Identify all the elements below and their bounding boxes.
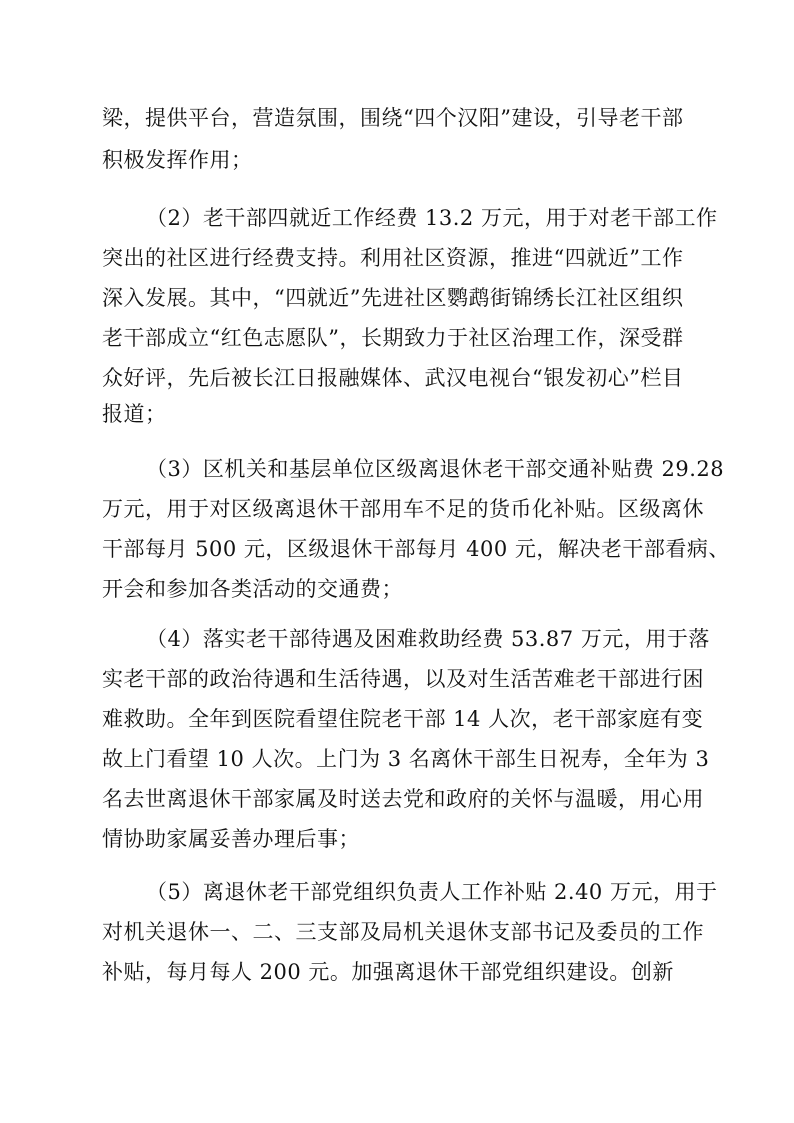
paragraph-2-line-6: 报道； (102, 402, 167, 426)
paragraph-3-line-1: （3）区机关和基层单位区级离退休老干部交通补贴费 29.28 (146, 457, 725, 481)
paragraph-2-line-4: 老干部成立“红色志愿队”，长期致力于社区治理工作，深受群 (102, 326, 684, 350)
paragraph-2-line-2: 突出的社区进行经费支持。利用社区资源，推进“四就近”工作 (102, 246, 684, 270)
paragraph-2-line-3: 深入发展。其中，“四就近”先进社区鹦鹉街锦绣长江社区组织 (102, 286, 684, 310)
paragraph-3-line-3: 干部每月 500 元，区级退休干部每月 400 元，解决老干部看病、 (102, 537, 730, 561)
paragraph-4-line-5: 名去世离退休干部家属及时送去党和政府的关怀与温暖，用心用 (102, 787, 704, 811)
paragraph-1-line-1: 梁，提供平台，营造氛围，围绕“四个汉阳”建设，引导老干部 (102, 106, 684, 130)
paragraph-5-line-3: 补贴，每月每人 200 元。加强离退休干部党组织建设。创新 (102, 960, 674, 984)
paragraph-4-line-2: 实老干部的政治待遇和生活待遇，以及对生活苦难老干部进行困 (102, 667, 704, 691)
paragraph-4-line-3: 难救助。全年到医院看望住院老干部 14 人次，老干部家庭有变 (102, 707, 704, 731)
paragraph-2-line-5: 众好评，先后被长江日报融媒体、武汉电视台“银发初心”栏目 (102, 366, 684, 390)
paragraph-4-line-1: （4）落实老干部待遇及困难救助经费 53.87 万元，用于落 (146, 627, 710, 651)
paragraph-4-line-4: 故上门看望 10 人次。上门为 3 名离休干部生日祝寿，全年为 3 (102, 747, 710, 771)
paragraph-3-line-2: 万元，用于对区级离退休干部用车不足的货币化补贴。区级离休 (102, 497, 704, 521)
paragraph-4-line-6: 情协助家属妥善办理后事； (102, 827, 360, 851)
paragraph-5-line-1: （5）离退休老干部党组织负责人工作补贴 2.40 万元，用于 (146, 880, 718, 904)
paragraph-1-line-2: 积极发挥作用； (102, 148, 253, 172)
paragraph-5-line-2: 对机关退休一、二、三支部及局机关退休支部书记及委员的工作 (102, 920, 704, 944)
paragraph-2-line-1: （2）老干部四就近工作经费 13.2 万元，用于对老干部工作 (146, 206, 718, 230)
paragraph-3-line-4: 开会和参加各类活动的交通费； (102, 577, 403, 601)
